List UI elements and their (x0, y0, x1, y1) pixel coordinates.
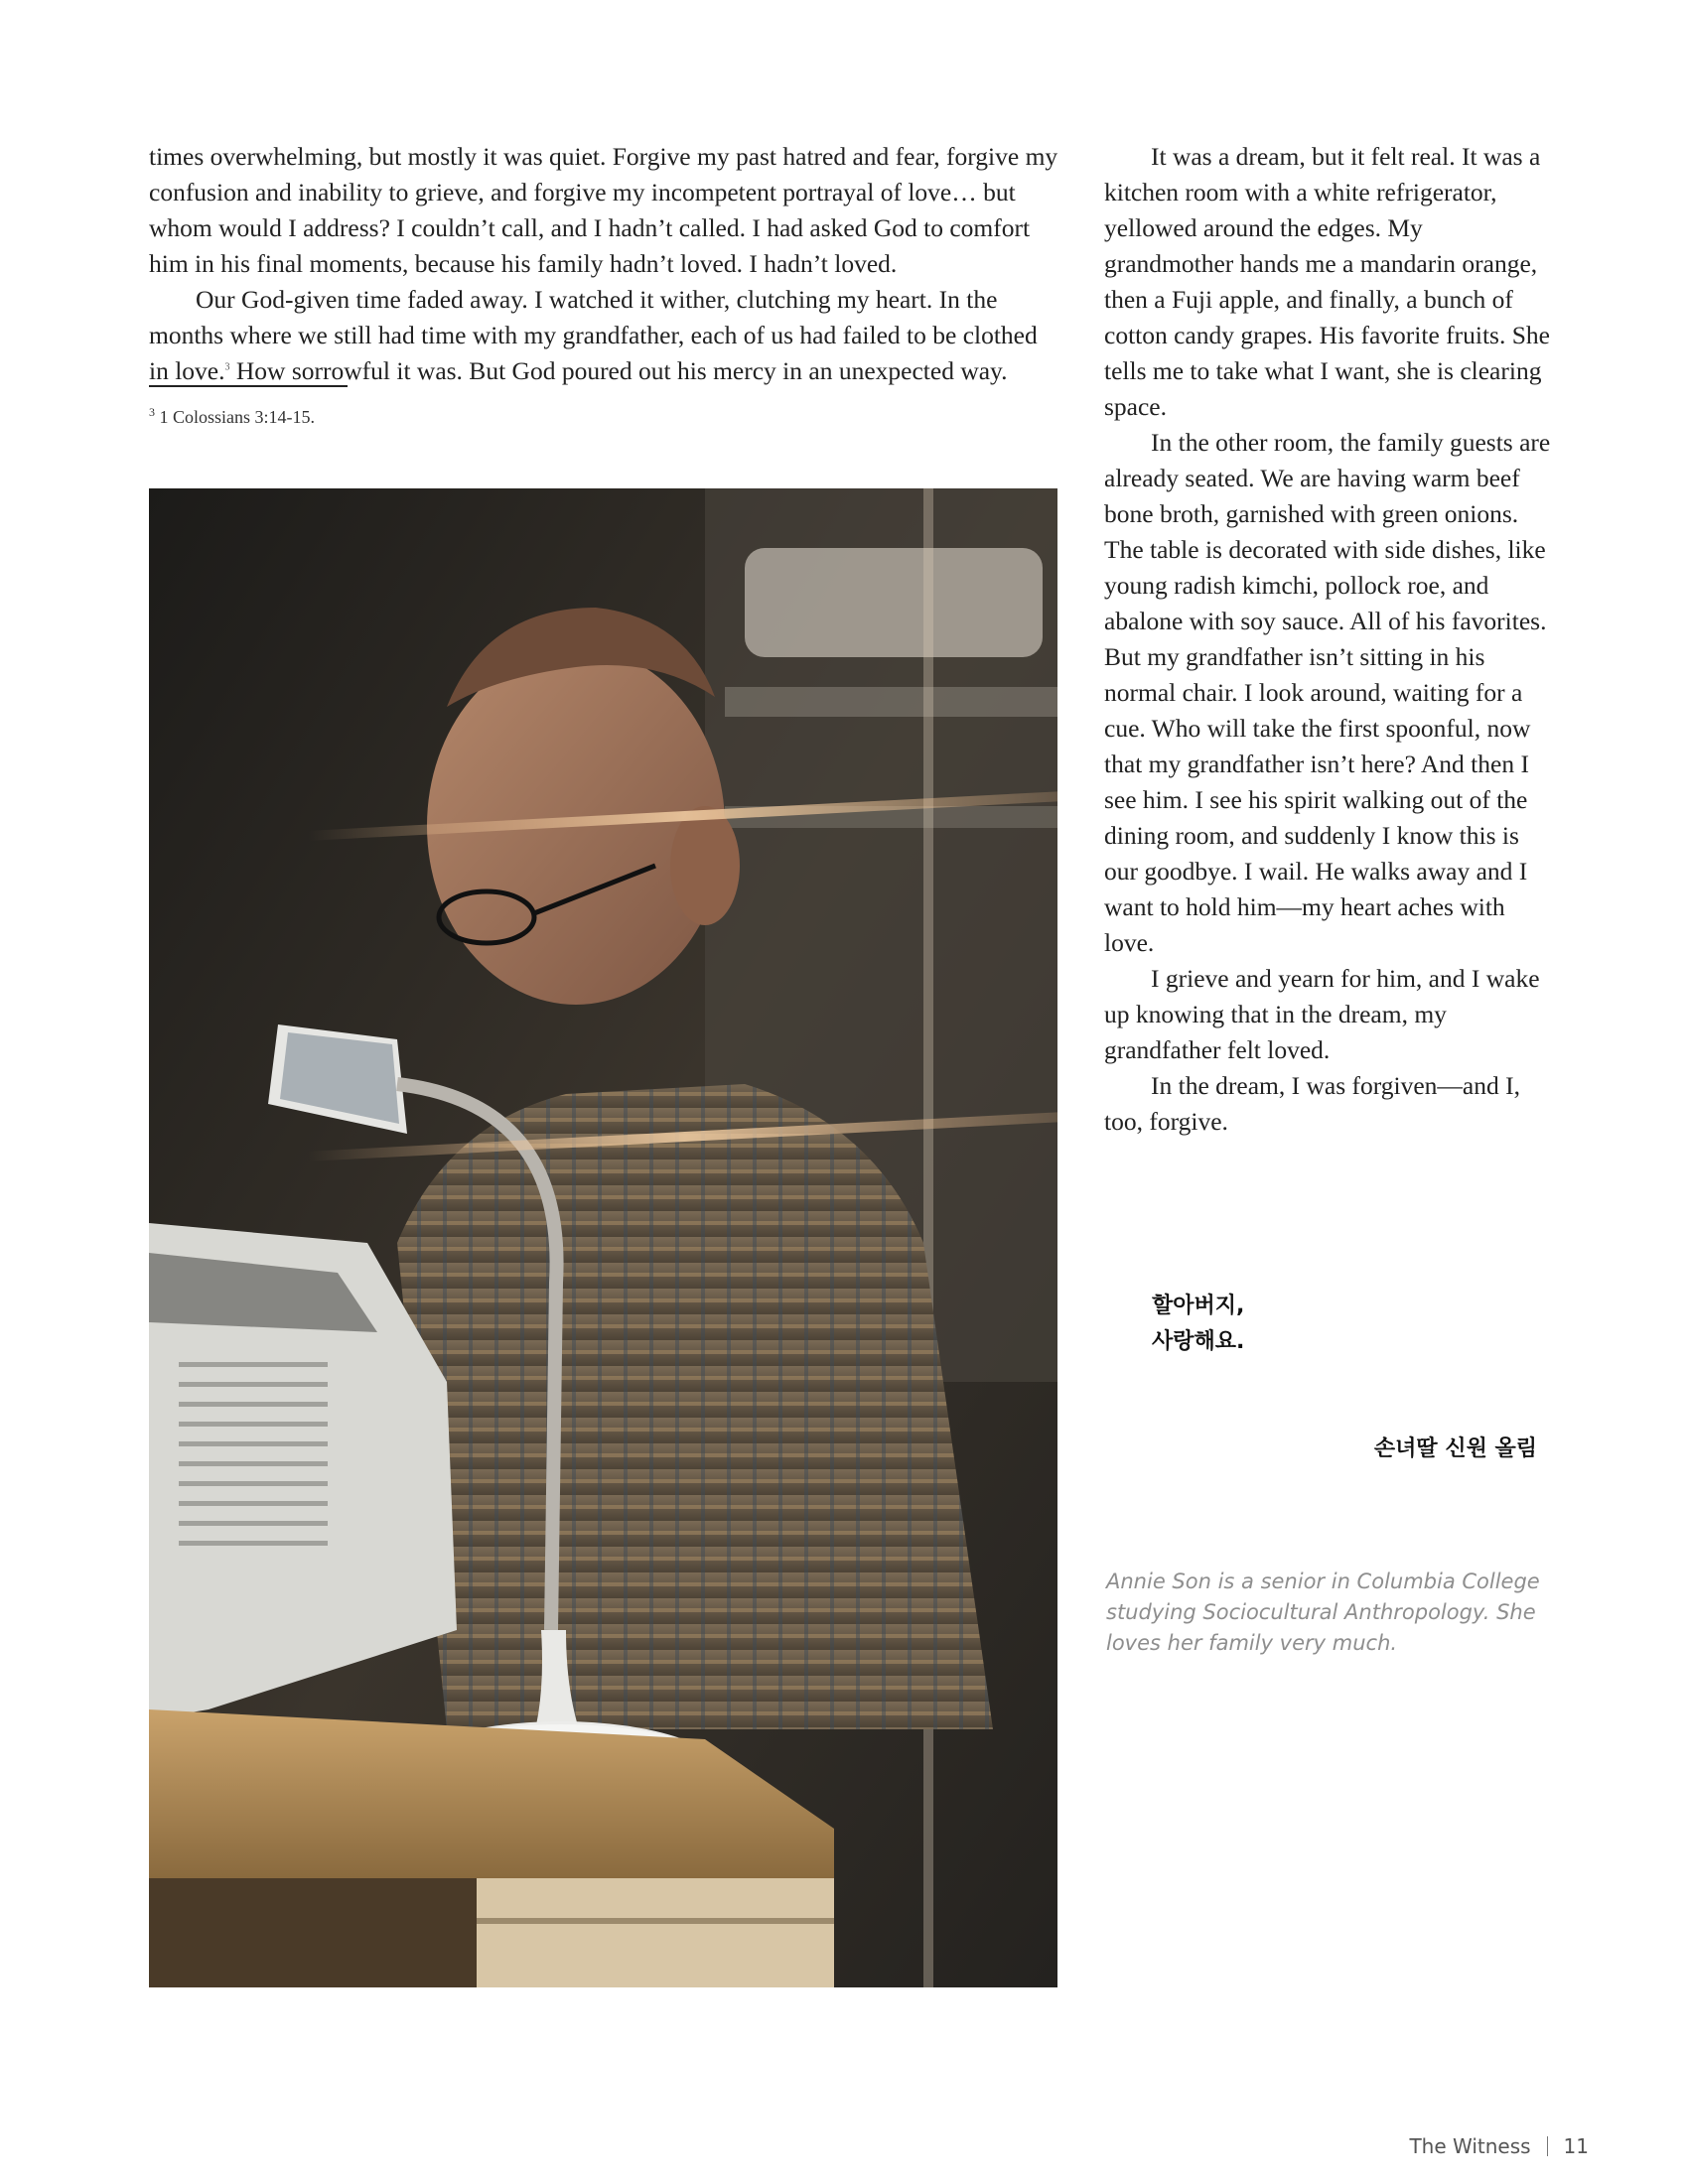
grandfather-photo (149, 488, 1057, 1987)
korean-signature: 손녀딸 신원 올림 (1373, 1436, 1537, 1461)
photo-illustration (149, 488, 1057, 1987)
korean-line-1: 할아버지, (1152, 1294, 1245, 1318)
left-paragraph-2-text: Our God-given time faded away. I watched it wither, clutching my heart. In the months where we still had time with my grandfather, each of us had failed to be clothed in love. (149, 285, 1038, 385)
footnote-number: 3 (149, 405, 155, 419)
left-paragraph-1: times overwhelming, but mostly it was quiet. Forgive my past hatred and fear, forgive my confusion and inability to grieve, and forgive my incompetent portrayal of love… but whom would I address? I couldn’t call, and I hadn’t called. I had asked God to comfort him in his final moments, because his family hadn’t loved. I hadn’t loved. (149, 142, 1058, 278)
left-column (149, 139, 1062, 429)
footnote-reference[interactable]: 3 (224, 361, 230, 373)
footnote (149, 405, 1062, 429)
right-paragraph-2: In the other room, the family guests are already seated. We are having warm beef bone broth, garnished with green onions. The table is decorated with side dishes, like young radish kimchi, pollock roe, and abalone with soy sauce. All of his favorites. But my grandfather isn’t sitting in his normal chair. I look around, waiting for a cue. Who will take the first spoonful, now that my grandfather isn’t here? And then I see him. I see his spirit walking out of the dining room, and suddenly I know this is our goodbye. I wail. He walks away and I want to hold him—my heart aches with love. (1104, 428, 1551, 957)
author-bio: Annie Son is a senior in Columbia College studying Sociocultural Anthropology. She loves her family very much. (1106, 1570, 1540, 1655)
left-paragraph-2-continued: How sorrowful it was. But God poured out his mercy in an unexpected way. (229, 356, 1008, 385)
right-paragraph-3: I grieve and yearn for him, and I wake up knowing that in the dream, my grandfather felt loved. (1104, 964, 1540, 1064)
page-number: 11 (1563, 2134, 1589, 2158)
publication-name: The Witness (1409, 2134, 1531, 2158)
page-footer (1409, 2134, 1589, 2158)
left-paragraph-2 (149, 282, 1062, 389)
footer-divider (1547, 2136, 1548, 2156)
right-column (1104, 139, 1551, 1140)
right-paragraph-1: It was a dream, but it felt real. It was a kitchen room with a white refrigerator, yellowed around the edges. My grandmother hands me a mandarin orange, then a Fuji apple, and finally, a bunch of cotton candy grapes. His favorite fruits. She tells me to take what I want, she is clearing space. (1104, 142, 1550, 421)
right-paragraph-4: In the dream, I was forgiven—and I, too, forgive. (1104, 1071, 1520, 1136)
korean-message (1152, 1289, 1244, 1360)
footnote-text: 1 Colossians 3:14-15. (159, 407, 316, 427)
korean-line-2: 사랑해요. (1152, 1329, 1245, 1354)
